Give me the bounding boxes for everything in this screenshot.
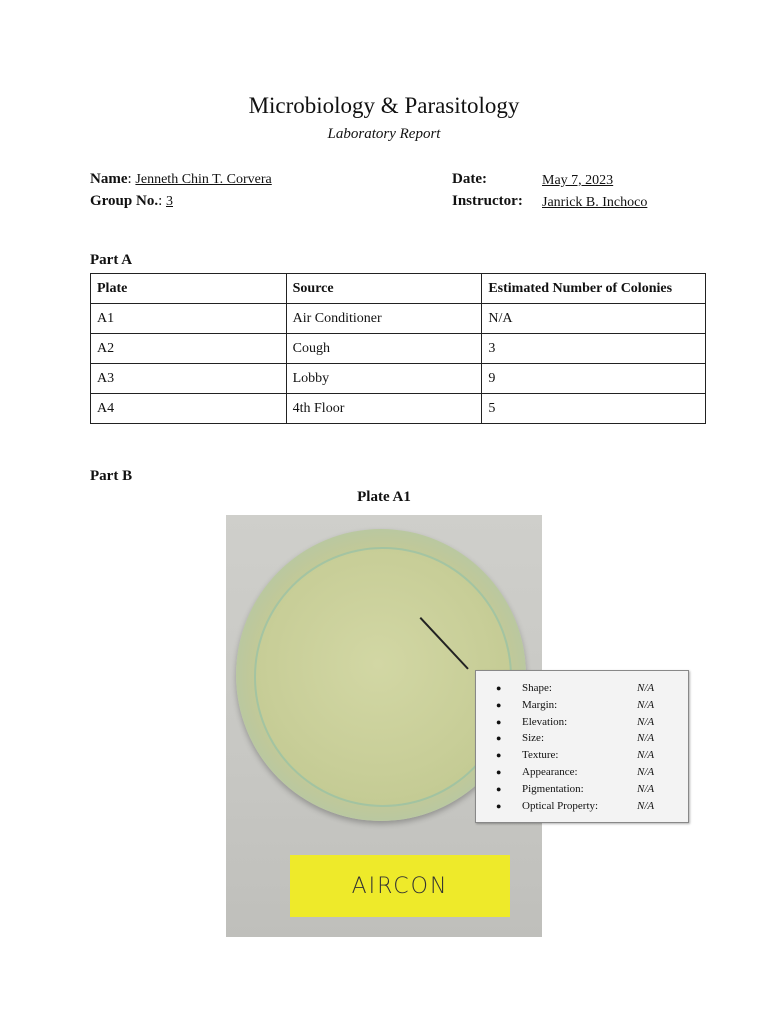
cell-colonies: 5 bbox=[482, 394, 706, 424]
date-value: May 7, 2023 bbox=[542, 173, 614, 188]
part-b-heading: Part B bbox=[90, 468, 133, 484]
sticky-note bbox=[290, 855, 510, 917]
cell-plate: A2 bbox=[91, 334, 287, 364]
cell-source: Cough bbox=[286, 334, 482, 364]
properties-list bbox=[476, 671, 688, 814]
agar-surface bbox=[254, 547, 512, 807]
list-item bbox=[476, 697, 688, 714]
list-item bbox=[476, 680, 688, 697]
table-row bbox=[91, 364, 706, 394]
cell-source: Air Conditioner bbox=[286, 304, 482, 334]
property-key: Shape: bbox=[522, 682, 552, 694]
report-subtitle: Laboratory Report bbox=[327, 126, 441, 142]
property-value: N/A bbox=[637, 698, 655, 711]
property-key: Elevation: bbox=[522, 715, 568, 728]
property-key: Appearance: bbox=[522, 765, 578, 778]
property-key: Optical Property: bbox=[522, 799, 599, 812]
col-colonies: Estimated Number of Colonies bbox=[482, 274, 706, 304]
name-value: Jenneth Chin T. Corvera bbox=[135, 172, 272, 187]
cell-colonies: 9 bbox=[482, 364, 706, 394]
bullet-icon: ● bbox=[496, 800, 502, 811]
cell-plate: A1 bbox=[91, 304, 287, 334]
property-value: N/A bbox=[637, 715, 655, 728]
property-key: Texture: bbox=[522, 749, 559, 762]
group-line: Group No.: 3 bbox=[90, 193, 173, 209]
property-value: N/A bbox=[637, 765, 655, 778]
cell-source: 4th Floor bbox=[286, 394, 482, 424]
list-item bbox=[476, 781, 688, 798]
name-label: Name bbox=[90, 171, 128, 187]
table-row bbox=[91, 394, 706, 424]
property-key: Size: bbox=[522, 732, 544, 745]
property-value: N/A bbox=[637, 732, 655, 745]
plate-caption: Plate A1 bbox=[357, 489, 411, 505]
instructor-label: Instructor: bbox=[452, 193, 523, 209]
list-item bbox=[476, 730, 688, 747]
colonies-table bbox=[90, 273, 706, 424]
bullet-icon: ● bbox=[496, 766, 502, 777]
cell-source: Lobby bbox=[286, 364, 482, 394]
table-row bbox=[91, 304, 706, 334]
property-value: N/A bbox=[637, 682, 655, 694]
property-value: N/A bbox=[637, 782, 655, 795]
part-a-heading: Part A bbox=[90, 252, 133, 268]
bullet-icon: ● bbox=[496, 699, 502, 710]
bullet-icon: ● bbox=[496, 750, 502, 761]
property-value: N/A bbox=[637, 749, 655, 762]
table-row bbox=[91, 334, 706, 364]
cell-colonies: 3 bbox=[482, 334, 706, 364]
group-label: Group No. bbox=[90, 193, 159, 209]
group-value: 3 bbox=[166, 194, 173, 209]
instructor-value: Janrick B. Inchoco bbox=[542, 195, 648, 210]
report-title: Microbiology & Parasitology bbox=[248, 93, 520, 118]
bullet-icon: ● bbox=[496, 683, 502, 693]
sticky-note-label: AIRCON bbox=[351, 873, 449, 899]
cell-plate: A4 bbox=[91, 394, 287, 424]
list-item bbox=[476, 798, 688, 815]
property-value: N/A bbox=[637, 799, 655, 812]
colony-properties-callout bbox=[475, 670, 689, 823]
table-header-row bbox=[91, 274, 706, 304]
property-key: Pigmentation: bbox=[522, 782, 584, 795]
bullet-icon: ● bbox=[496, 733, 502, 744]
list-item bbox=[476, 747, 688, 764]
col-source: Source bbox=[286, 274, 482, 304]
name-line: Name: Jenneth Chin T. Corvera bbox=[90, 171, 272, 187]
property-key: Margin: bbox=[522, 698, 558, 711]
col-plate: Plate bbox=[91, 274, 287, 304]
bullet-icon: ● bbox=[496, 783, 502, 794]
cell-colonies: N/A bbox=[482, 304, 706, 334]
date-label: Date: bbox=[452, 171, 487, 187]
list-item bbox=[476, 764, 688, 781]
date-line bbox=[542, 172, 613, 189]
instructor-line bbox=[542, 194, 647, 211]
bullet-icon: ● bbox=[496, 716, 502, 727]
cell-plate: A3 bbox=[91, 364, 287, 394]
list-item bbox=[476, 714, 688, 731]
